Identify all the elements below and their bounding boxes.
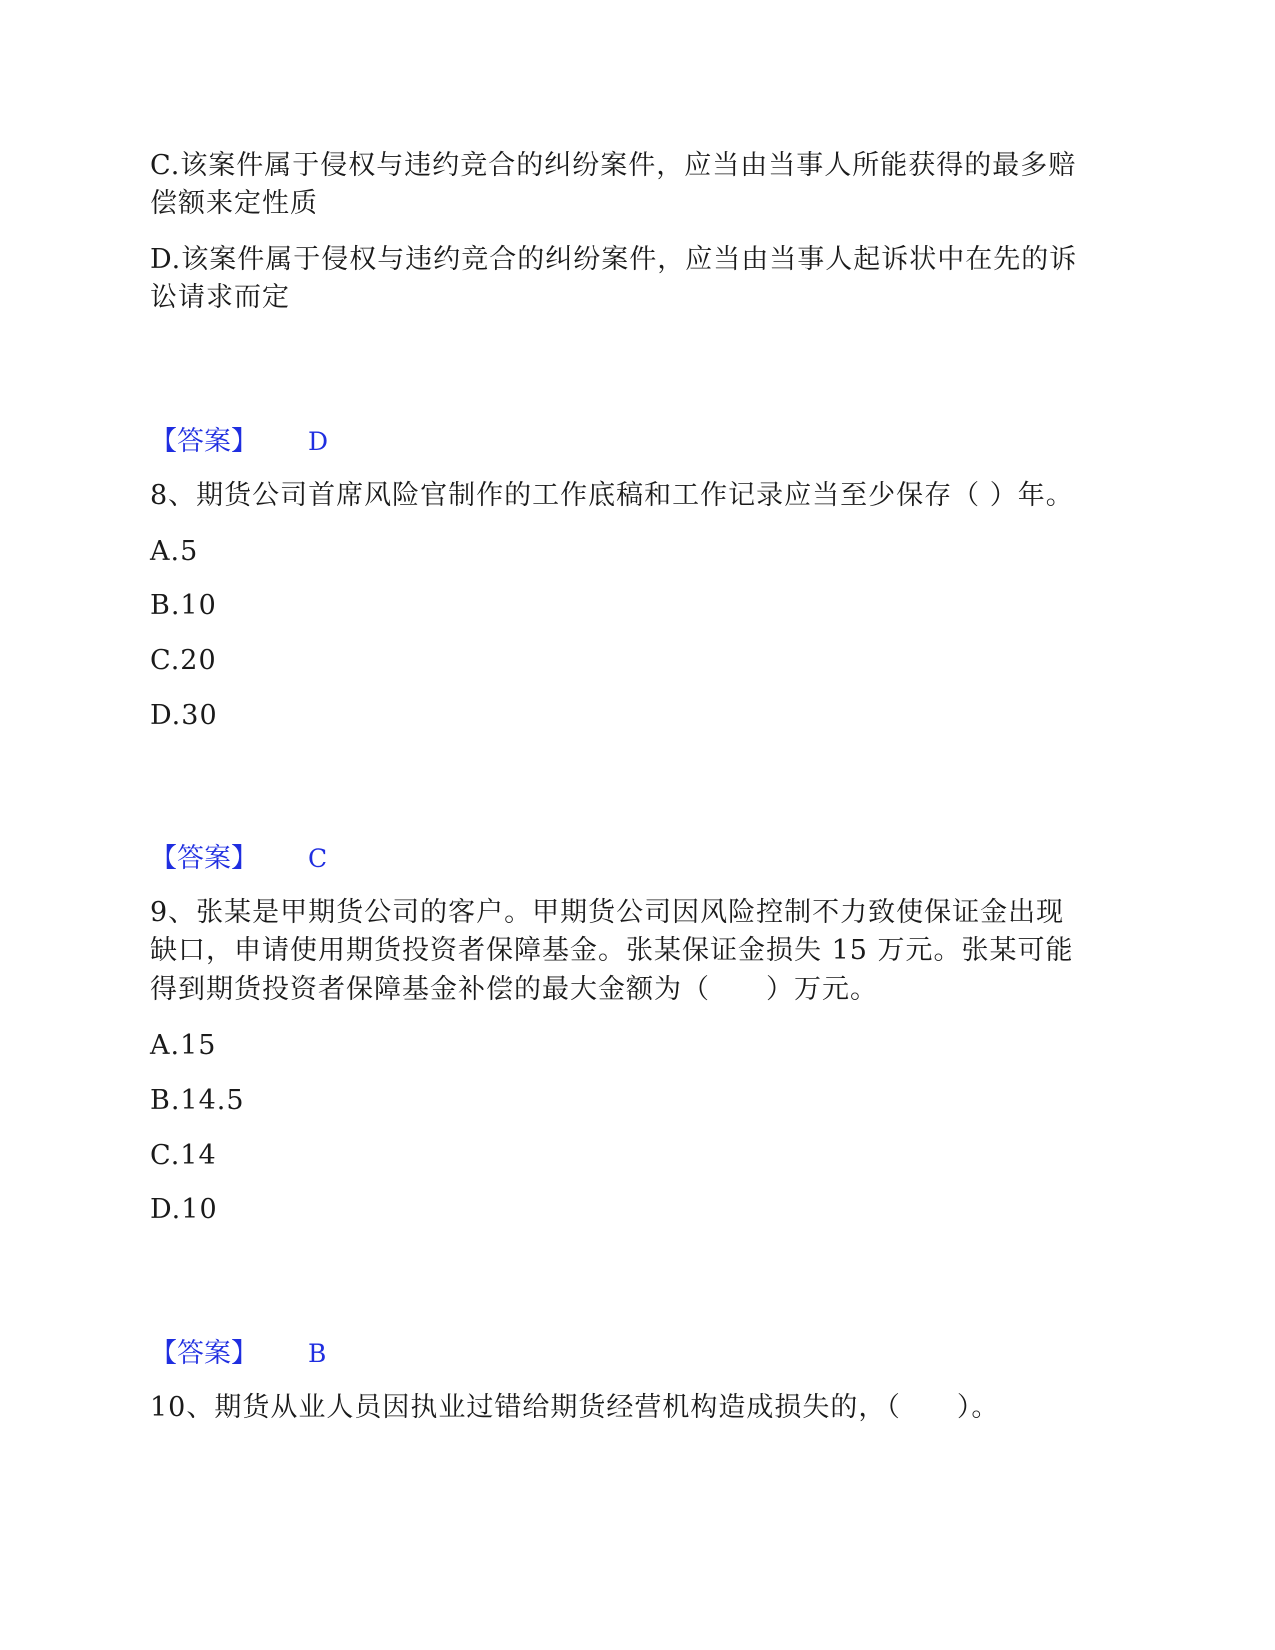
q8-option-b: B.10 <box>150 590 217 621</box>
q8-stem: 8、期货公司首席风险官制作的工作底稿和工作记录应当至少保存（ ）年。 <box>150 480 1074 511</box>
answer-value: B <box>308 1339 327 1368</box>
q8-answer <box>150 839 327 879</box>
q10-stem: 10、期货从业人员因执业过错给期货经营机构造成损失的，（ ）。 <box>150 1392 1000 1423</box>
answer-label: 【答案】 <box>150 426 258 457</box>
q9-option-c: C.14 <box>150 1140 217 1171</box>
answer-value: D <box>308 427 329 456</box>
q7-option-d-line1: D.该案件属于侵权与违约竞合的纠纷案件，应当由当事人起诉状中在先的诉 <box>150 244 1078 275</box>
q9-stem-line2: 缺口，申请使用期货投资者保障基金。张某保证金损失 15 万元。张某可能 <box>150 935 1074 966</box>
q8-option-c: C.20 <box>150 645 217 676</box>
q9-option-d: D.10 <box>150 1194 218 1225</box>
q8-option-a: A.5 <box>150 536 199 567</box>
q7-option-c-line1: C.该案件属于侵权与违约竞合的纠纷案件，应当由当事人所能获得的最多赔 <box>150 150 1077 181</box>
answer-label: 【答案】 <box>150 843 258 874</box>
answer-label: 【答案】 <box>150 1338 258 1369</box>
answer-value: C <box>308 844 328 873</box>
q7-option-d-line2: 讼请求而定 <box>150 282 290 313</box>
q7-option-c-line2: 偿额来定性质 <box>150 188 318 219</box>
q9-option-a: A.15 <box>150 1030 217 1061</box>
q9-stem-line1: 9、张某是甲期货公司的客户。甲期货公司因风险控制不力致使保证金出现 <box>150 897 1065 928</box>
q7-answer <box>150 422 328 462</box>
q9-option-b: B.14.5 <box>150 1085 245 1116</box>
q8-option-d: D.30 <box>150 700 218 731</box>
q9-answer <box>150 1334 326 1374</box>
q9-stem-line3: 得到期货投资者保障基金补偿的最大金额为（ ）万元。 <box>150 974 878 1005</box>
